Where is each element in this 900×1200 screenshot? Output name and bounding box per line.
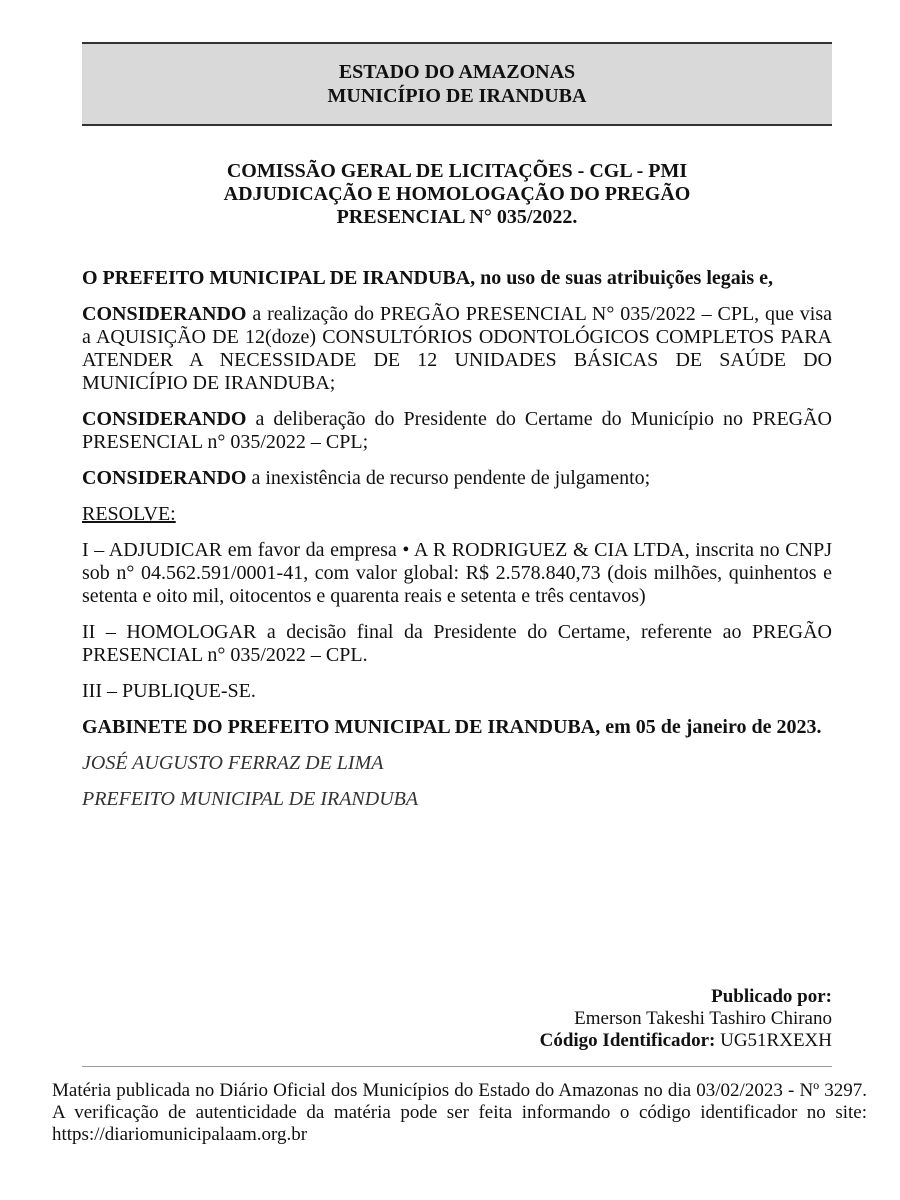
considerando-3-lead: CONSIDERANDO [82,467,247,489]
document-body [82,267,832,824]
considerando-1-text: a realização do PREGÃO PRESENCIAL N° 035/2022 – CPL, que visa a AQUISIÇÃO DE 12(doze) CONSULTÓRIOS ODONTOLÓGICOS COMPLETOS PARA ATENDER A NECESSIDADE DE 12 UNIDADES BÁSICAS DE SAÚDE DO MUNICÍPIO DE IRANDUBA; [82,303,832,394]
identifier-code-label: Código Identificador: [539,1030,716,1051]
signature-title: PREFEITO MUNICIPAL DE IRANDUBA [82,788,419,810]
considerando-1 [82,303,832,395]
publication-info [382,986,832,1052]
considerando-1-lead: CONSIDERANDO [82,303,247,325]
document-header [82,42,832,126]
intro-paragraph: O PREFEITO MUNICIPAL DE IRANDUBA, no uso de suas atribuições legais e, [82,267,773,289]
header-state: ESTADO DO AMAZONAS [338,61,576,83]
document-title [82,160,832,229]
considerando-2-lead: CONSIDERANDO [82,408,247,430]
identifier-code [382,1030,832,1052]
footer-note: Matéria publicada no Diário Oficial dos Municípios do Estado do Amazonas no dia 03/02/2023 - Nº 3297. A verificação de autenticidade da matéria pode ser feita informando o código identificador no site: https://diariomunicipalaam.org.br [52,1080,867,1145]
considerando-3 [82,467,832,490]
closing-paragraph: GABINETE DO PREFEITO MUNICIPAL DE IRANDUBA, em 05 de janeiro de 2023. [82,716,822,738]
considerando-2 [82,408,832,454]
publisher-name: Emerson Takeshi Tashiro Chirano [574,1008,832,1029]
item-adjudicar: I – ADJUDICAR em favor da empresa • A R RODRIGUEZ & CIA LTDA, inscrita no CNPJ sob n° 04.562.591/0001-41, com valor global: R$ 2.578.840,73 (dois milhões, quinhentos e setenta e oito mil, oitocentos e quarenta reais e setenta e três centavos) [82,539,832,607]
item-publique: III – PUBLIQUE-SE. [82,680,256,702]
considerando-2-text: a deliberação do Presidente do Certame do Município no PREGÃO PRESENCIAL n° 035/2022 – CPL; [82,408,832,453]
considerando-3-text: a inexistência de recurso pendente de julgamento; [246,467,651,489]
title-line-2: ADJUDICAÇÃO E HOMOLOGAÇÃO DO PREGÃO [223,183,691,205]
footer-divider [82,1066,832,1067]
identifier-code-value: UG51RXEXH [720,1030,832,1051]
signature-name: JOSÉ AUGUSTO FERRAZ DE LIMA [82,752,384,774]
item-homologar: II – HOMOLOGAR a decisão final da Presidente do Certame, referente ao PREGÃO PRESENCIAL n° 035/2022 – CPL. [82,621,832,666]
header-municipality: MUNICÍPIO DE IRANDUBA [327,85,587,107]
title-line-3: PRESENCIAL N° 035/2022. [336,206,578,228]
published-by-label: Publicado por: [711,986,832,1007]
title-line-1: COMISSÃO GERAL DE LICITAÇÕES - CGL - PMI [226,160,688,182]
resolve-heading: RESOLVE: [82,503,176,525]
